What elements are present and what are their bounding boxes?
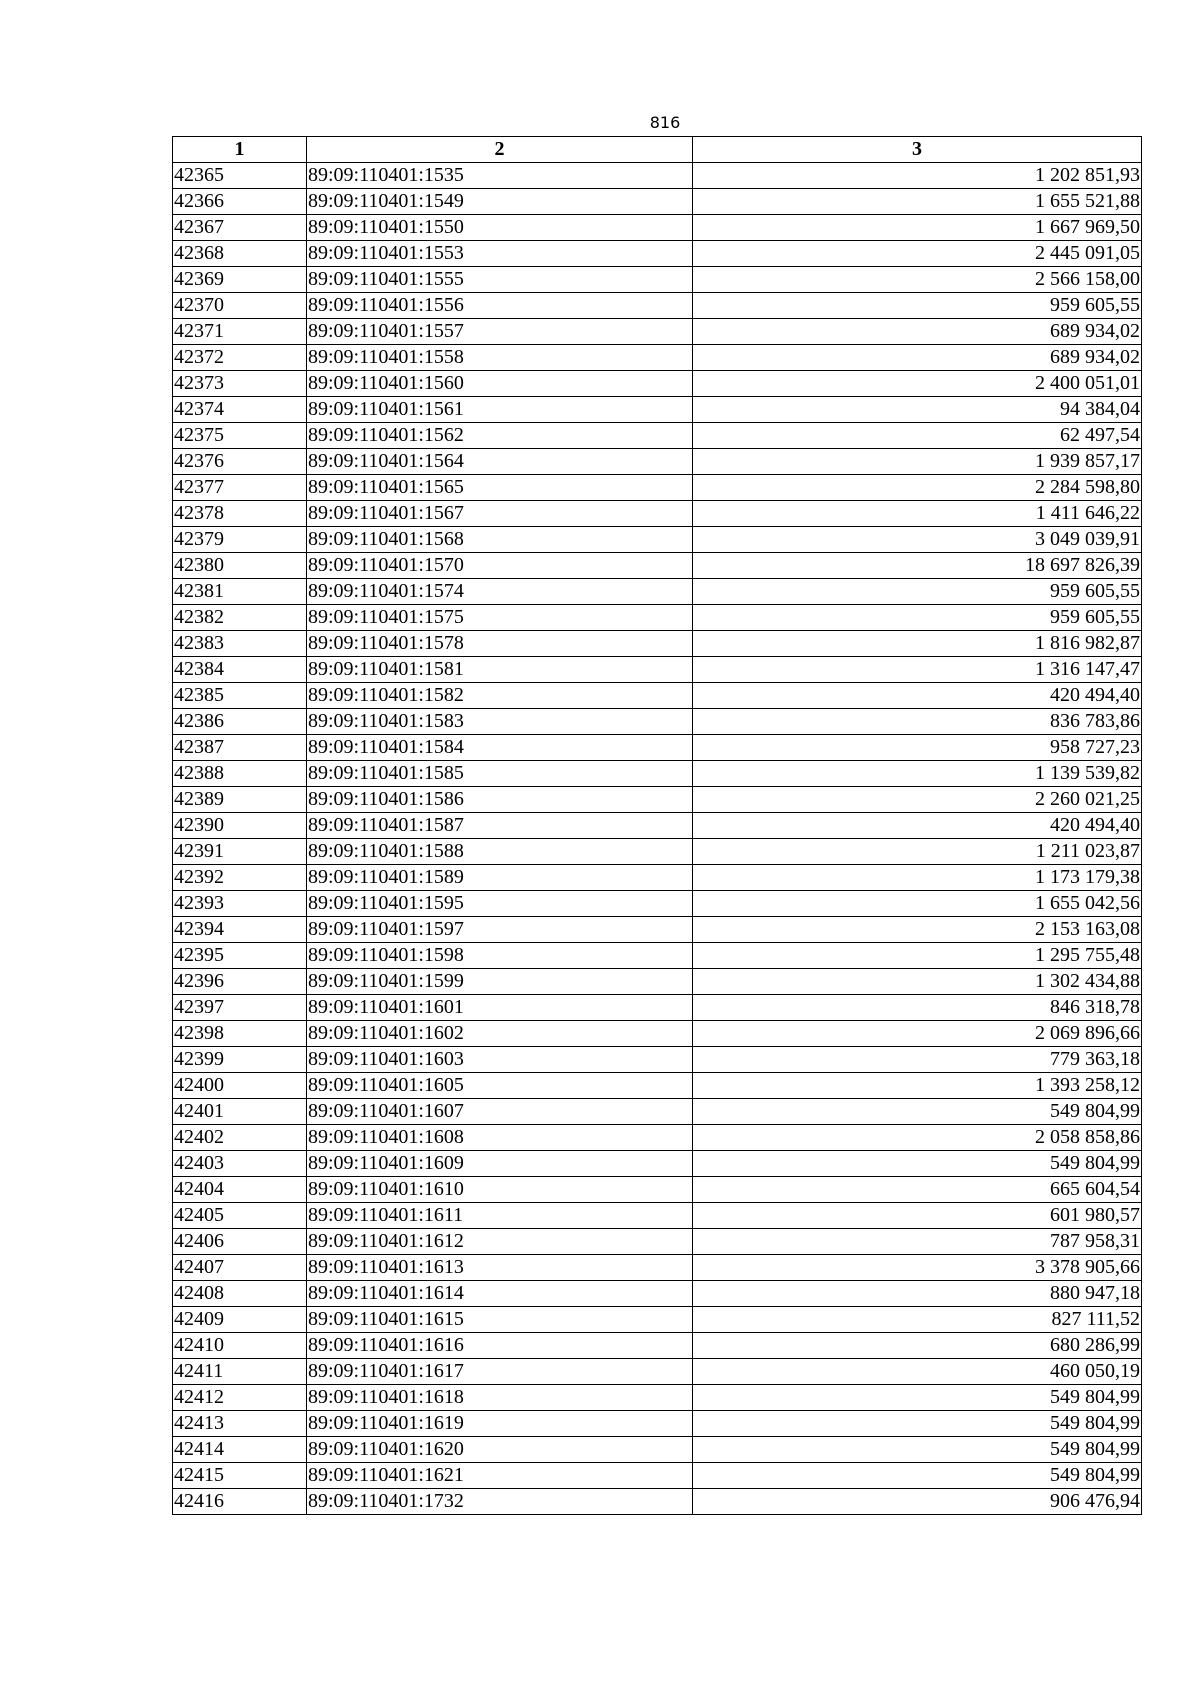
row-number-cell: 42408 (173, 1281, 307, 1307)
table-row (173, 189, 1142, 215)
table-body (173, 163, 1142, 1515)
cadastral-number-cell: 89:09:110401:1570 (307, 553, 693, 579)
row-number-cell: 42396 (173, 969, 307, 995)
table-row (173, 527, 1142, 553)
table-row (173, 345, 1142, 371)
table-row (173, 1177, 1142, 1203)
value-cell: 2 400 051,01 (693, 371, 1142, 397)
cadastral-number-cell: 89:09:110401:1615 (307, 1307, 693, 1333)
cadastral-number-cell: 89:09:110401:1562 (307, 423, 693, 449)
cadastral-number-cell: 89:09:110401:1535 (307, 163, 693, 189)
row-number-cell: 42394 (173, 917, 307, 943)
row-number-cell: 42409 (173, 1307, 307, 1333)
value-cell: 2 058 858,86 (693, 1125, 1142, 1151)
value-cell: 2 153 163,08 (693, 917, 1142, 943)
cadastral-number-cell: 89:09:110401:1553 (307, 241, 693, 267)
table-row (173, 1255, 1142, 1281)
cadastral-number-cell: 89:09:110401:1581 (307, 657, 693, 683)
table-row (173, 475, 1142, 501)
table-row (173, 1047, 1142, 1073)
cadastral-number-cell: 89:09:110401:1557 (307, 319, 693, 345)
cadastral-number-cell: 89:09:110401:1555 (307, 267, 693, 293)
cadastral-number-cell: 89:09:110401:1618 (307, 1385, 693, 1411)
table-row (173, 449, 1142, 475)
value-cell: 689 934,02 (693, 345, 1142, 371)
value-cell: 1 667 969,50 (693, 215, 1142, 241)
value-cell: 1 816 982,87 (693, 631, 1142, 657)
row-number-cell: 42401 (173, 1099, 307, 1125)
cadastral-number-cell: 89:09:110401:1564 (307, 449, 693, 475)
cadastral-number-cell: 89:09:110401:1556 (307, 293, 693, 319)
row-number-cell: 42412 (173, 1385, 307, 1411)
table-row (173, 787, 1142, 813)
row-number-cell: 42372 (173, 345, 307, 371)
row-number-cell: 42370 (173, 293, 307, 319)
table-row (173, 813, 1142, 839)
table-row (173, 761, 1142, 787)
table-row (173, 969, 1142, 995)
cadastral-number-cell: 89:09:110401:1612 (307, 1229, 693, 1255)
row-number-cell: 42393 (173, 891, 307, 917)
row-number-cell: 42389 (173, 787, 307, 813)
row-number-cell: 42404 (173, 1177, 307, 1203)
table-row (173, 657, 1142, 683)
cadastral-number-cell: 89:09:110401:1609 (307, 1151, 693, 1177)
row-number-cell: 42407 (173, 1255, 307, 1281)
table-row (173, 943, 1142, 969)
table-row (173, 319, 1142, 345)
value-cell: 2 445 091,05 (693, 241, 1142, 267)
value-cell: 1 211 023,87 (693, 839, 1142, 865)
cadastral-number-cell: 89:09:110401:1584 (307, 735, 693, 761)
table-row (173, 1281, 1142, 1307)
table-row (173, 501, 1142, 527)
row-number-cell: 42388 (173, 761, 307, 787)
value-cell: 959 605,55 (693, 579, 1142, 605)
table-row (173, 1307, 1142, 1333)
table-row (173, 1385, 1142, 1411)
row-number-cell: 42402 (173, 1125, 307, 1151)
value-cell: 62 497,54 (693, 423, 1142, 449)
value-cell: 958 727,23 (693, 735, 1142, 761)
row-number-cell: 42386 (173, 709, 307, 735)
row-number-cell: 42413 (173, 1411, 307, 1437)
cadastral-number-cell: 89:09:110401:1560 (307, 371, 693, 397)
value-cell: 2 284 598,80 (693, 475, 1142, 501)
cadastral-number-cell: 89:09:110401:1550 (307, 215, 693, 241)
cadastral-number-cell: 89:09:110401:1732 (307, 1489, 693, 1515)
row-number-cell: 42397 (173, 995, 307, 1021)
row-number-cell: 42381 (173, 579, 307, 605)
cadastral-number-cell: 89:09:110401:1587 (307, 813, 693, 839)
cadastral-number-cell: 89:09:110401:1561 (307, 397, 693, 423)
cadastral-number-cell: 89:09:110401:1616 (307, 1333, 693, 1359)
row-number-cell: 42411 (173, 1359, 307, 1385)
table-row (173, 1203, 1142, 1229)
table-row (173, 1151, 1142, 1177)
cadastral-number-cell: 89:09:110401:1598 (307, 943, 693, 969)
value-cell: 1 173 179,38 (693, 865, 1142, 891)
cadastral-number-cell: 89:09:110401:1613 (307, 1255, 693, 1281)
value-cell: 2 566 158,00 (693, 267, 1142, 293)
cadastral-number-cell: 89:09:110401:1610 (307, 1177, 693, 1203)
row-number-cell: 42392 (173, 865, 307, 891)
cadastral-number-cell: 89:09:110401:1582 (307, 683, 693, 709)
column-header-3: 3 (693, 137, 1142, 163)
cadastral-number-cell: 89:09:110401:1589 (307, 865, 693, 891)
cadastral-number-cell: 89:09:110401:1567 (307, 501, 693, 527)
value-cell: 549 804,99 (693, 1385, 1142, 1411)
value-cell: 1 939 857,17 (693, 449, 1142, 475)
row-number-cell: 42415 (173, 1463, 307, 1489)
value-cell: 665 604,54 (693, 1177, 1142, 1203)
header-row (173, 137, 1142, 163)
cadastral-number-cell: 89:09:110401:1595 (307, 891, 693, 917)
row-number-cell: 42383 (173, 631, 307, 657)
row-number-cell: 42410 (173, 1333, 307, 1359)
table-row (173, 579, 1142, 605)
column-header-1: 1 (173, 137, 307, 163)
table-row (173, 1411, 1142, 1437)
value-cell: 1 411 646,22 (693, 501, 1142, 527)
value-cell: 460 050,19 (693, 1359, 1142, 1385)
row-number-cell: 42385 (173, 683, 307, 709)
table-row (173, 839, 1142, 865)
value-cell: 827 111,52 (693, 1307, 1142, 1333)
table-row (173, 709, 1142, 735)
row-number-cell: 42375 (173, 423, 307, 449)
row-number-cell: 42371 (173, 319, 307, 345)
table-row (173, 553, 1142, 579)
cadastral-number-cell: 89:09:110401:1605 (307, 1073, 693, 1099)
cadastral-number-cell: 89:09:110401:1597 (307, 917, 693, 943)
row-number-cell: 42380 (173, 553, 307, 579)
table-row (173, 683, 1142, 709)
value-cell: 549 804,99 (693, 1411, 1142, 1437)
cadastral-number-cell: 89:09:110401:1602 (307, 1021, 693, 1047)
cadastral-number-cell: 89:09:110401:1607 (307, 1099, 693, 1125)
row-number-cell: 42387 (173, 735, 307, 761)
row-number-cell: 42403 (173, 1151, 307, 1177)
cadastral-number-cell: 89:09:110401:1617 (307, 1359, 693, 1385)
value-cell: 779 363,18 (693, 1047, 1142, 1073)
value-cell: 3 049 039,91 (693, 527, 1142, 553)
row-number-cell: 42368 (173, 241, 307, 267)
value-cell: 846 318,78 (693, 995, 1142, 1021)
cadastral-number-cell: 89:09:110401:1575 (307, 605, 693, 631)
row-number-cell: 42384 (173, 657, 307, 683)
row-number-cell: 42406 (173, 1229, 307, 1255)
row-number-cell: 42398 (173, 1021, 307, 1047)
value-cell: 680 286,99 (693, 1333, 1142, 1359)
cadastral-number-cell: 89:09:110401:1599 (307, 969, 693, 995)
value-cell: 420 494,40 (693, 813, 1142, 839)
table-header (173, 137, 1142, 163)
row-number-cell: 42369 (173, 267, 307, 293)
table-row (173, 423, 1142, 449)
cadastral-number-cell: 89:09:110401:1614 (307, 1281, 693, 1307)
row-number-cell: 42377 (173, 475, 307, 501)
value-cell: 1 316 147,47 (693, 657, 1142, 683)
cadastral-number-cell: 89:09:110401:1603 (307, 1047, 693, 1073)
row-number-cell: 42373 (173, 371, 307, 397)
value-cell: 1 302 434,88 (693, 969, 1142, 995)
cadastral-number-cell: 89:09:110401:1620 (307, 1437, 693, 1463)
table-row (173, 215, 1142, 241)
table-row (173, 371, 1142, 397)
cadastral-number-cell: 89:09:110401:1585 (307, 761, 693, 787)
row-number-cell: 42414 (173, 1437, 307, 1463)
value-cell: 1 295 755,48 (693, 943, 1142, 969)
cadastral-number-cell: 89:09:110401:1549 (307, 189, 693, 215)
table-row (173, 1125, 1142, 1151)
value-cell: 1 655 521,88 (693, 189, 1142, 215)
value-cell: 689 934,02 (693, 319, 1142, 345)
value-cell: 3 378 905,66 (693, 1255, 1142, 1281)
row-number-cell: 42374 (173, 397, 307, 423)
table-row (173, 163, 1142, 189)
cadastral-number-cell: 89:09:110401:1588 (307, 839, 693, 865)
cadastral-number-cell: 89:09:110401:1565 (307, 475, 693, 501)
row-number-cell: 42416 (173, 1489, 307, 1515)
row-number-cell: 42367 (173, 215, 307, 241)
value-cell: 2 069 896,66 (693, 1021, 1142, 1047)
table-row (173, 1021, 1142, 1047)
row-number-cell: 42366 (173, 189, 307, 215)
column-header-2: 2 (307, 137, 693, 163)
value-cell: 787 958,31 (693, 1229, 1142, 1255)
table-row (173, 1489, 1142, 1515)
table-row (173, 1229, 1142, 1255)
value-cell: 1 393 258,12 (693, 1073, 1142, 1099)
row-number-cell: 42365 (173, 163, 307, 189)
cadastral-number-cell: 89:09:110401:1611 (307, 1203, 693, 1229)
value-cell: 906 476,94 (693, 1489, 1142, 1515)
table-row (173, 735, 1142, 761)
cadastral-number-cell: 89:09:110401:1583 (307, 709, 693, 735)
table-row (173, 1437, 1142, 1463)
value-cell: 549 804,99 (693, 1151, 1142, 1177)
register-table (172, 136, 1142, 1515)
table-row (173, 1073, 1142, 1099)
cadastral-number-cell: 89:09:110401:1574 (307, 579, 693, 605)
value-cell: 18 697 826,39 (693, 553, 1142, 579)
value-cell: 1 202 851,93 (693, 163, 1142, 189)
value-cell: 94 384,04 (693, 397, 1142, 423)
row-number-cell: 42391 (173, 839, 307, 865)
row-number-cell: 42390 (173, 813, 307, 839)
table-row (173, 865, 1142, 891)
row-number-cell: 42405 (173, 1203, 307, 1229)
value-cell: 549 804,99 (693, 1463, 1142, 1489)
value-cell: 836 783,86 (693, 709, 1142, 735)
row-number-cell: 42378 (173, 501, 307, 527)
table-row (173, 631, 1142, 657)
value-cell: 1 655 042,56 (693, 891, 1142, 917)
table-row (173, 917, 1142, 943)
table-row (173, 241, 1142, 267)
value-cell: 549 804,99 (693, 1437, 1142, 1463)
value-cell: 2 260 021,25 (693, 787, 1142, 813)
row-number-cell: 42382 (173, 605, 307, 631)
table-row (173, 891, 1142, 917)
table-row (173, 267, 1142, 293)
table-row (173, 293, 1142, 319)
table-row (173, 1099, 1142, 1125)
cadastral-number-cell: 89:09:110401:1621 (307, 1463, 693, 1489)
cadastral-number-cell: 89:09:110401:1608 (307, 1125, 693, 1151)
cadastral-number-cell: 89:09:110401:1619 (307, 1411, 693, 1437)
table-row (173, 397, 1142, 423)
row-number-cell: 42400 (173, 1073, 307, 1099)
cadastral-number-cell: 89:09:110401:1578 (307, 631, 693, 657)
row-number-cell: 42379 (173, 527, 307, 553)
value-cell: 549 804,99 (693, 1099, 1142, 1125)
value-cell: 1 139 539,82 (693, 761, 1142, 787)
row-number-cell: 42376 (173, 449, 307, 475)
row-number-cell: 42395 (173, 943, 307, 969)
value-cell: 420 494,40 (693, 683, 1142, 709)
table-row (173, 605, 1142, 631)
table-row (173, 995, 1142, 1021)
table-row (173, 1463, 1142, 1489)
table-row (173, 1333, 1142, 1359)
cadastral-number-cell: 89:09:110401:1558 (307, 345, 693, 371)
value-cell: 959 605,55 (693, 293, 1142, 319)
row-number-cell: 42399 (173, 1047, 307, 1073)
table-row (173, 1359, 1142, 1385)
value-cell: 880 947,18 (693, 1281, 1142, 1307)
value-cell: 959 605,55 (693, 605, 1142, 631)
cadastral-number-cell: 89:09:110401:1568 (307, 527, 693, 553)
cadastral-number-cell: 89:09:110401:1601 (307, 995, 693, 1021)
cadastral-number-cell: 89:09:110401:1586 (307, 787, 693, 813)
page-number: 816 (649, 113, 681, 132)
value-cell: 601 980,57 (693, 1203, 1142, 1229)
